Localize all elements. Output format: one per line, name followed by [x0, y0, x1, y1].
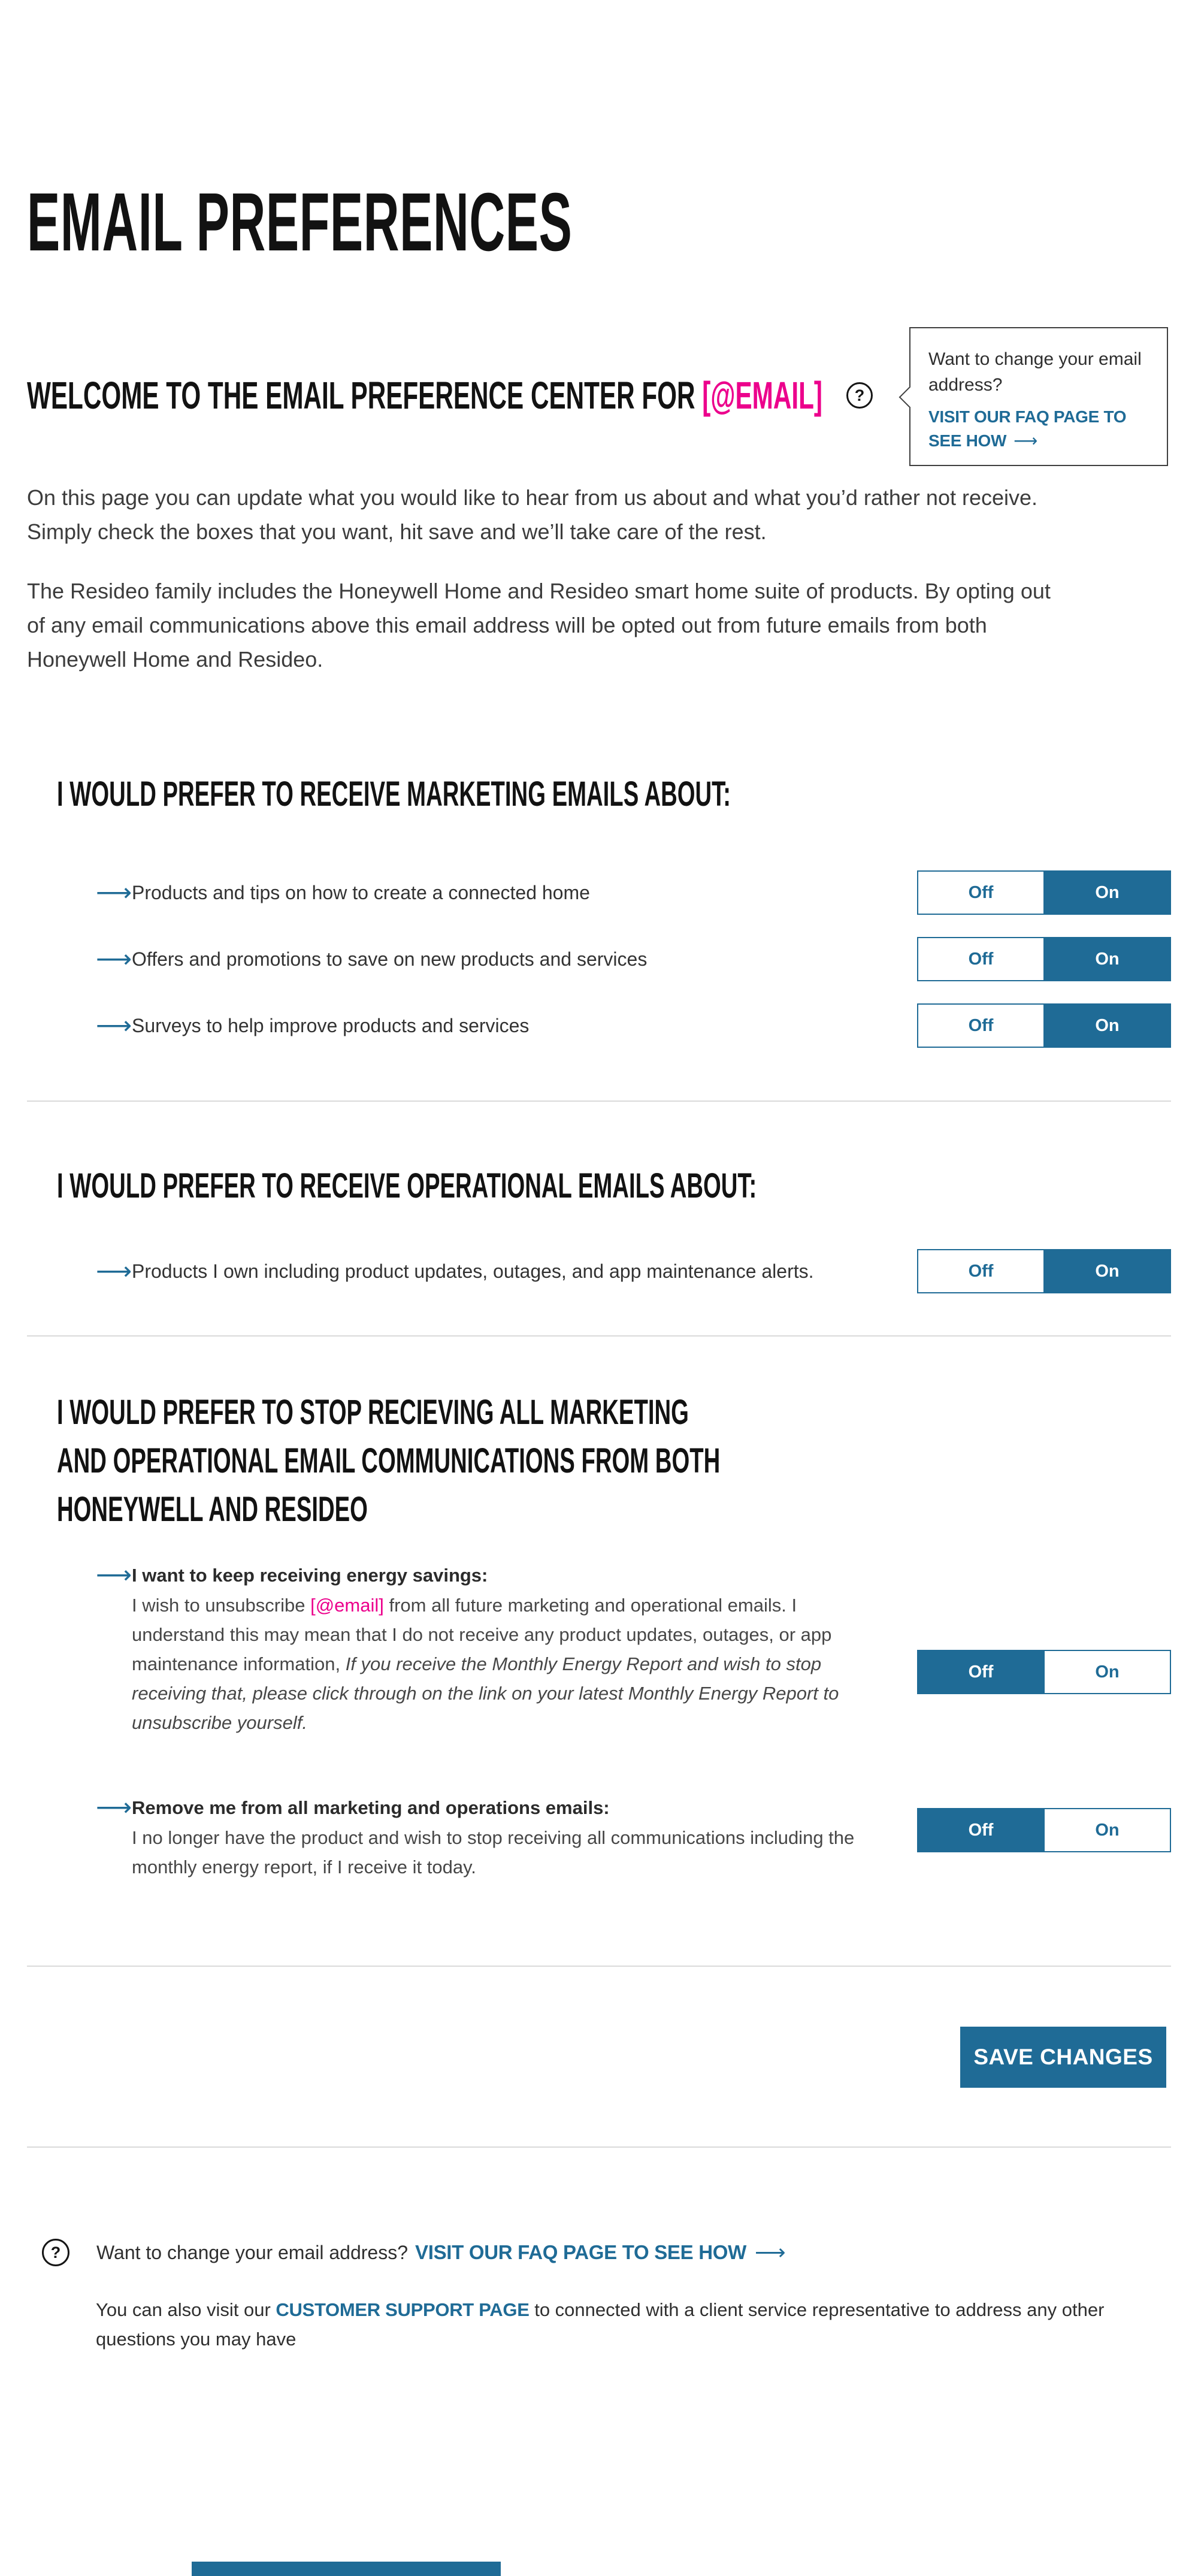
toggle-products-i-own[interactable]: [917, 1249, 1171, 1293]
pref-label: Surveys to help improve products and services: [132, 1014, 530, 1036]
welcome-heading: [27, 376, 846, 415]
pref-row-offers-promotions: [27, 937, 1171, 981]
right-arrow-icon: ⟶: [1014, 431, 1037, 450]
operational-rows: [27, 1249, 1171, 1293]
tooltip-question: Want to change your email address?: [928, 349, 1142, 395]
divider: [27, 1966, 1171, 1967]
email-placeholder: [@email]: [310, 1595, 384, 1616]
welcome-heading-text: WELCOME TO THE EMAIL PREFERENCE CENTER FOR: [27, 374, 703, 417]
faq-link[interactable]: VISIT OUR FAQ PAGE TO SEE HOW: [415, 2241, 746, 2263]
section-unsubscribe-title: I WOULD PREFER TO STOP RECIEVING ALL MARKETING AND OPERATIONAL EMAIL COMMUNICATIONS FROM BOTH HONEYWELL AND RESIDEO: [57, 1393, 721, 1529]
page-title: [27, 176, 1171, 268]
pref-label: Products I own including product updates, outages, and app maintenance alerts.: [132, 1260, 814, 1282]
tooltip-pointer: [899, 386, 921, 409]
pref-label: Products and tips on how to create a connected home: [132, 881, 590, 903]
toggle-on-button[interactable]: On: [1045, 938, 1170, 980]
toggle-col: [917, 1808, 1171, 1852]
intro-copy: [27, 480, 1165, 676]
bottom-partial-element: [192, 2562, 501, 2576]
divider: [27, 2146, 1171, 2148]
pref-row-surveys: [27, 1003, 1171, 1048]
save-changes-button[interactable]: SAVE CHANGES: [960, 2027, 1166, 2088]
toggle-on-button[interactable]: On: [1045, 1005, 1170, 1047]
welcome-row: [27, 349, 1171, 450]
toggle-surveys[interactable]: [917, 1003, 1171, 1048]
pref-label: Remove me from all marketing and operations emails:: [132, 1797, 610, 1818]
toggle-off-button[interactable]: Off: [918, 938, 1045, 980]
toggle-off-button[interactable]: Off: [918, 872, 1045, 914]
arrow-icon: ⟶: [96, 878, 132, 906]
pref-row-connected-home: [27, 870, 1171, 915]
pref-label: I want to keep receiving energy savings:: [132, 1565, 488, 1586]
faq-link[interactable]: VISIT OUR FAQ PAGE TO SEE HOW ⟶: [928, 407, 1127, 450]
pref-text-block: [132, 1794, 917, 1882]
marketing-rows: [27, 870, 1171, 1048]
customer-support-link[interactable]: CUSTOMER SUPPORT PAGE: [276, 2299, 530, 2320]
toggle-off-button[interactable]: Off: [918, 1651, 1043, 1693]
intro-paragraph-1: On this page you can update what you would like to hear from us about and what you’d rather not receive. Simply check the boxes that you want, hit save and we’ll take care of the rest.: [27, 485, 1038, 544]
page-title-text: EMAIL PREFERENCES: [27, 176, 573, 268]
unsubscribe-rows: [27, 1561, 1171, 1882]
welcome-heading-email: [@EMAIL]: [702, 374, 822, 417]
pref-row-keep-energy-savings: [27, 1561, 1171, 1737]
arrow-icon: ⟶: [96, 1011, 132, 1039]
divider: [27, 1335, 1171, 1337]
toggle-off-button[interactable]: Off: [918, 1005, 1045, 1047]
section-marketing-title: I WOULD PREFER TO RECEIVE MARKETING EMAILS ABOUT:: [57, 775, 731, 814]
monthly-energy-report-note: If you receive the Monthly Energy Report and wish to stop receiving that, please click through on the link on your latest Monthly Energy Report to unsubscribe yourself.: [132, 1653, 839, 1733]
pref-description: I wish to unsubscribe [@email] from all future marketing and operational emails. I understand this may mean that I do not receive any product updates, outages, or app maintenance information, If you receive the Monthly Energy Report and wish to stop receiving that, please click through on the link on your latest Monthly Energy Report to unsubscribe yourself.: [132, 1595, 839, 1733]
save-row: [27, 2027, 1171, 2088]
toggle-on-button[interactable]: On: [1045, 872, 1170, 914]
footer-line-2: You can also visit our CUSTOMER SUPPORT PAGE to connected with a client service representative to address any other questions you may have: [96, 2299, 1105, 2350]
arrow-icon: ⟶: [96, 1793, 132, 1821]
toggle-off-button[interactable]: Off: [918, 1809, 1043, 1851]
help-question-icon: ?: [42, 2239, 69, 2266]
divider: [27, 1100, 1171, 1102]
footer-line-1: [27, 2239, 1171, 2266]
toggle-keep-energy-savings[interactable]: [917, 1650, 1171, 1694]
pref-text-block: [132, 1561, 917, 1737]
footer-help: [27, 2239, 1171, 2354]
arrow-icon: ⟶: [96, 1561, 132, 1589]
toggle-connected-home[interactable]: [917, 870, 1171, 915]
pref-label: Offers and promotions to save on new products and services: [132, 948, 648, 970]
toggle-on-button[interactable]: On: [1043, 1651, 1170, 1693]
toggle-col: [917, 1650, 1171, 1694]
intro-paragraph-2: The Resideo family includes the Honeywell Home and Resideo smart home suite of products. By opting out of any email communications above this email address will be opted out from future emails from both Honeywell Home and Resideo.: [27, 579, 1051, 672]
footer-question: Want to change your email address?: [96, 2241, 408, 2263]
help-question-icon[interactable]: ?: [846, 382, 873, 409]
pref-row-remove-all: [27, 1794, 1171, 1882]
section-operational-title: I WOULD PREFER TO RECEIVE OPERATIONAL EMAILS ABOUT:: [57, 1166, 757, 1205]
toggle-on-button[interactable]: On: [1045, 1250, 1170, 1292]
pref-row-products-i-own: [27, 1249, 1171, 1293]
arrow-icon: ⟶: [96, 945, 132, 973]
toggle-off-button[interactable]: Off: [918, 1250, 1045, 1292]
arrow-icon: ⟶: [96, 1257, 132, 1285]
toggle-remove-all[interactable]: [917, 1808, 1171, 1852]
email-change-tooltip: [909, 327, 1168, 466]
toggle-offers-promotions[interactable]: [917, 937, 1171, 981]
right-arrow-icon: ⟶: [754, 2240, 786, 2264]
pref-description: I no longer have the product and wish to stop receiving all communications including the monthly energy report, if I receive it today.: [132, 1827, 855, 1877]
toggle-on-button[interactable]: On: [1043, 1809, 1170, 1851]
